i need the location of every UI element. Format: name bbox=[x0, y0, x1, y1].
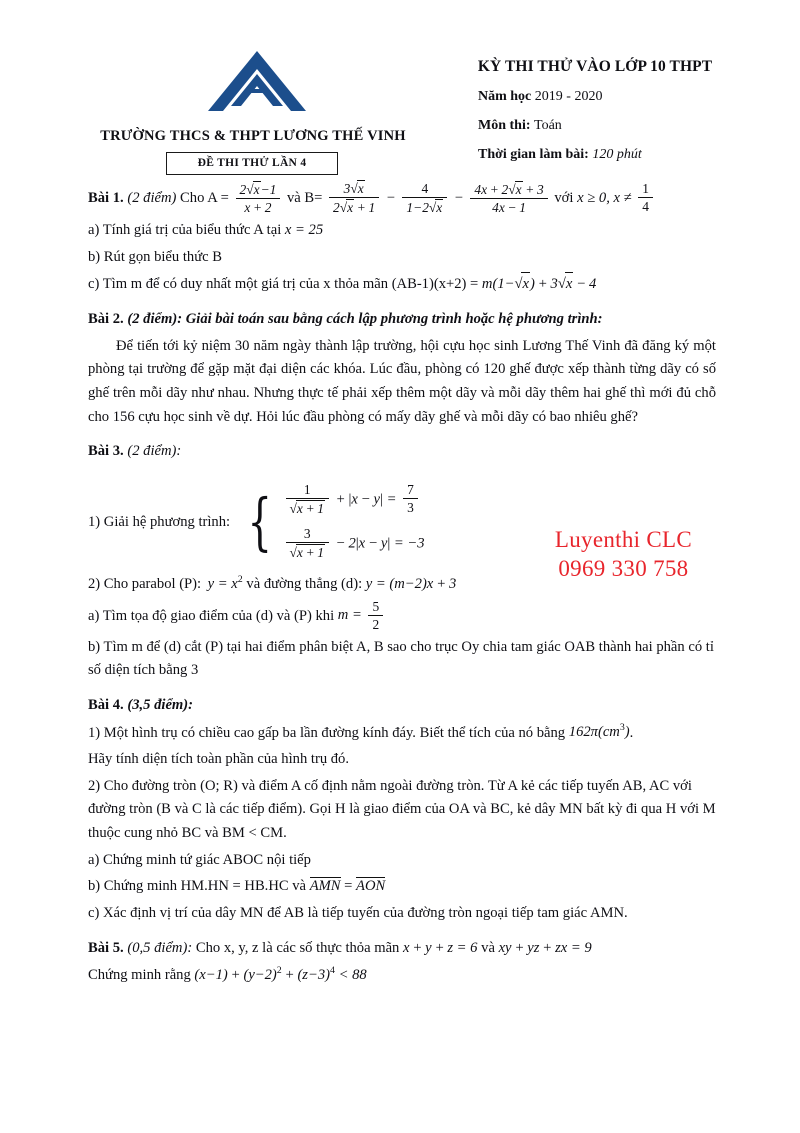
q4-b-text: b) Chứng minh HM.HN = HB.HC và bbox=[88, 878, 307, 895]
q3-head: Bài 3. bbox=[88, 443, 124, 460]
q3-title-line bbox=[88, 440, 716, 464]
exam-subject-label: Môn thi: bbox=[478, 118, 531, 133]
q1-expr-B: $\frac{3√x}{2√x + 1}$ − $\frac{4}{1-2√x}$ − $\frac{4x + 2√x + 3}{4x - 1}$ bbox=[326, 190, 554, 206]
q3-item2-mid: và đường thẳng (d): bbox=[246, 575, 363, 592]
q5-cond2: xy + yz + zx = 9 bbox=[498, 939, 592, 956]
q4-item1b: Hãy tính diện tích toàn phần của hình trụ đó. bbox=[88, 751, 350, 768]
q4-item2: 2) Cho đường tròn (O; R) và điểm A cố định nằm ngoài đường tròn. Từ A kẻ các tiếp tuyến AB, AC với đường tròn (B và C là các tiếp điểm). Gọi H là giao điểm của OA và BC, kẻ dây MN bất kỳ đi qua H với M thuộc cung nhỏ BC và BM < CM. bbox=[88, 777, 716, 841]
q2-head: Bài 2. bbox=[88, 311, 124, 328]
q1-points: (2 điểm) bbox=[127, 189, 177, 206]
q3-a-math: m = $\frac{5}{2}$ bbox=[338, 607, 386, 623]
q1-a-text: a) Tính giá trị của biểu thức A tại bbox=[88, 222, 282, 239]
q1-cond-label: với bbox=[554, 189, 574, 206]
q3-system-eq1: $\frac{1}{√x + 1}$ + |x − y| = $\frac{7}{3}$ bbox=[283, 478, 425, 522]
q4-b bbox=[88, 875, 716, 899]
q4-points: (3,5 điểm): bbox=[127, 696, 193, 713]
q4-angle-aon: AON bbox=[356, 878, 386, 895]
school-logo bbox=[205, 48, 309, 114]
q3-system-eq2: $\frac{3}{√x + 1}$ − 2|x − y| = −3 bbox=[283, 522, 425, 566]
q3-a-text: a) Tìm tọa độ giao điểm của (d) và (P) khi bbox=[88, 607, 335, 624]
q4-a: a) Chứng minh tứ giác ABOC nội tiếp bbox=[88, 851, 311, 868]
q3-parabola: $y = x^2$ bbox=[204, 574, 243, 592]
q5-inequality: $(x-1) + (y-2)^2 + (z-3)^4 < 88$ bbox=[194, 965, 367, 984]
q1-c-text: c) Tìm m để có duy nhất một giá trị của x thỏa mãn (AB-1)(x+2) = bbox=[88, 276, 479, 293]
exam-year bbox=[430, 89, 780, 105]
q3-item2-label: 2) Cho parabol (P): bbox=[88, 575, 202, 592]
q2-title-line bbox=[88, 308, 716, 332]
school-logo-icon bbox=[205, 48, 309, 114]
q3-line-eq: y = (m−2)x + 3 bbox=[365, 575, 457, 592]
question-5 bbox=[88, 937, 716, 988]
q3-b: b) Tìm m để (d) cắt (P) tại hai điểm phân biệt A, B sao cho trục Oy chia tam giác OAB thành hai phần có tỉ số diện tích bằng 3 bbox=[88, 638, 714, 679]
exam-round-box: ĐỀ THI THỬ LẦN 4 bbox=[166, 152, 338, 175]
q3-system bbox=[240, 478, 424, 566]
exam-content bbox=[0, 181, 800, 988]
q4-head: Bài 4. bbox=[88, 696, 124, 713]
q5-cond1: x + y + z = 6 bbox=[403, 939, 478, 956]
q4-item1a-text: 1) Một hình trụ có chiều cao gấp ba lần đường kính đáy. Biết thể tích của nó bằng bbox=[88, 724, 566, 741]
q3-points: (2 điểm): bbox=[127, 443, 182, 460]
question-1 bbox=[88, 181, 716, 297]
q1-statement bbox=[88, 181, 716, 216]
q4-item1: 1) Một hình trụ có chiều cao gấp ba lần đường kính đáy. Biết thể tích của nó bằng $162\pi(cm^3)$. bbox=[88, 722, 634, 741]
q1-and: và B= bbox=[287, 189, 323, 206]
q4-volume: $162\pi(cm^3)$ bbox=[568, 722, 630, 741]
q5-line2-text: Chứng minh rằng bbox=[88, 967, 191, 984]
q5-head: Bài 5. bbox=[88, 939, 124, 956]
exam-year-value: 2019 - 2020 bbox=[534, 89, 603, 104]
q5-points: (0,5 điểm): bbox=[127, 939, 193, 956]
exam-year-label: Năm học bbox=[478, 89, 532, 104]
exam-duration-value: 120 phút bbox=[592, 147, 642, 162]
q2-points: (2 điểm): bbox=[127, 311, 183, 328]
watermark-line-1: Luyenthi CLC bbox=[554, 527, 692, 552]
q1-head: Bài 1. bbox=[88, 189, 124, 206]
q1-c-math: m(1−√x) + 3√x − 4 bbox=[482, 276, 596, 292]
q4-c: c) Xác định vị trí của dây MN để AB là tiếp tuyến của đường tròn ngoại tiếp tam giác AMN. bbox=[88, 904, 628, 921]
q1-a-math: x = 25 bbox=[284, 222, 324, 239]
watermark-line-2: 0969 330 758 bbox=[558, 556, 689, 582]
school-name: TRƯỜNG THCS & THPT LƯƠNG THẾ VINH bbox=[100, 128, 406, 144]
question-2 bbox=[88, 308, 716, 429]
q1-cond: x ≥ 0, x ≠ $\frac{1}{4}$ bbox=[577, 190, 656, 206]
q1-intro: Cho A = bbox=[180, 189, 229, 206]
q5-line1 bbox=[88, 937, 716, 961]
watermark bbox=[555, 525, 692, 584]
q1-a bbox=[88, 219, 716, 243]
document-header bbox=[0, 0, 800, 170]
q5-intro: Cho x, y, z là các số thực thỏa mãn bbox=[195, 939, 400, 956]
q3-a bbox=[88, 600, 716, 633]
q1-c bbox=[88, 272, 716, 297]
exam-duration bbox=[430, 147, 780, 163]
q1-expr-A: $\frac{2√x-1}{x + 2}$ bbox=[233, 190, 288, 206]
q4-b-eq: = bbox=[344, 878, 353, 895]
exam-meta bbox=[430, 58, 780, 163]
exam-subject bbox=[430, 118, 780, 134]
q5-mid: và bbox=[481, 939, 495, 956]
exam-subject-value: Toán bbox=[534, 118, 562, 133]
exam-title: KỲ THI THỬ VÀO LỚP 10 THPT bbox=[477, 58, 713, 75]
q3-item1-label: 1) Giải hệ phương trình: bbox=[88, 514, 231, 531]
q5-line2 bbox=[88, 963, 716, 988]
system-brace-icon: { bbox=[247, 484, 273, 558]
q2-title: Giải bài toán sau bằng cách lập phương trình hoặc hệ phương trình: bbox=[185, 311, 603, 328]
q4-title-line bbox=[88, 694, 716, 718]
q1-b: b) Rút gọn biểu thức B bbox=[88, 248, 222, 265]
exam-duration-label: Thời gian làm bài: bbox=[478, 147, 589, 162]
question-4 bbox=[88, 694, 716, 926]
q4-angle-amn: AMN bbox=[309, 878, 341, 895]
q2-body: Để tiến tới kỷ niệm 30 năm ngày thành lập trường, hội cựu học sinh Lương Thế Vinh đã đăng ký một phòng tại trường để gặp mặt đại diện các khóa. Lúc đầu, phòng có 120 ghế được xếp thành từng dãy có số ghế trên mỗi dãy như nhau. Nhưng thực tế phải xếp thêm một dãy và mỗi dãy thêm hai ghế thì mới đủ chỗ cho 156 cựu học sinh về dự. Hỏi lúc đầu phòng có mấy dãy ghế và mỗi dãy có bao nhiêu ghế? bbox=[88, 337, 716, 425]
